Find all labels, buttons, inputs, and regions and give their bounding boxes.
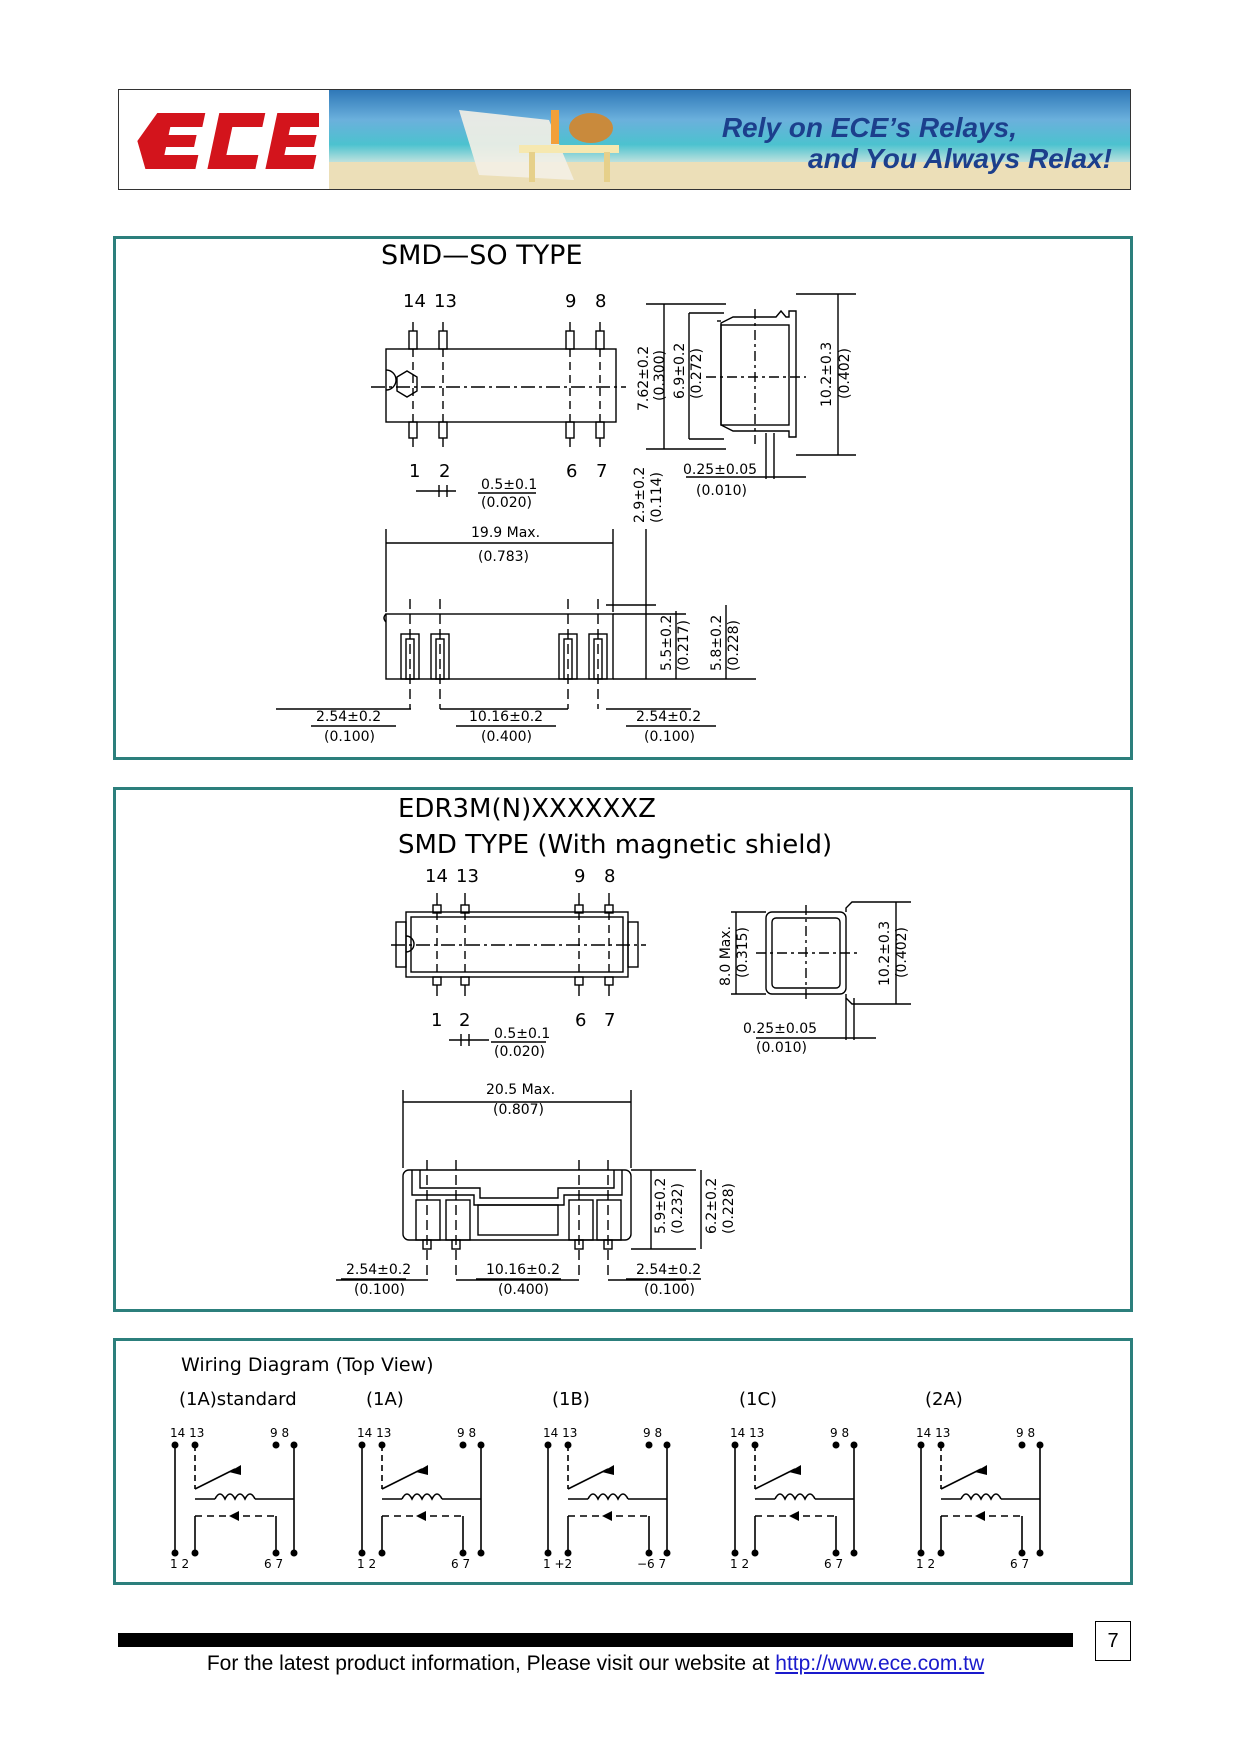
contact-arrow xyxy=(789,1465,801,1475)
direction-arrow xyxy=(229,1511,239,1521)
wiring-diagram-2 xyxy=(357,1389,485,1571)
footer-message: For the latest product information, Please visit our website at xyxy=(206,1652,770,1675)
pin-8: 8 xyxy=(595,291,607,312)
pins-top-right: 9 8 xyxy=(270,1426,290,1440)
pins-top-right: 9 8 xyxy=(830,1426,850,1440)
wiring-label: (1B) xyxy=(552,1389,590,1410)
pin-1: 1 xyxy=(409,461,421,482)
dim-pin-width: 0.5±0.1 xyxy=(481,477,538,493)
pins-bottom-right: 6 7 xyxy=(1010,1557,1030,1571)
pins-bottom-left: 1 2 xyxy=(916,1557,936,1571)
dim-762: 7.62±0.2 xyxy=(636,345,652,411)
dim-1016: 10.16±0.2 xyxy=(469,709,544,725)
panel2-title-line1: EDR3M(N)XXXXXXZ xyxy=(398,794,656,824)
wiring-diagram-1 xyxy=(170,1389,298,1571)
ece-logo xyxy=(119,90,329,189)
dim-102-in: (0.402) xyxy=(837,347,853,399)
coil-icon xyxy=(961,1494,1001,1499)
beach-scene-image xyxy=(329,90,1130,189)
pins-bottom-right: 6 7 xyxy=(264,1557,284,1571)
slogan-line-2: and You Always Relax! xyxy=(808,143,1112,174)
direction-arrow xyxy=(416,1511,426,1521)
dim-80-in: (0.315) xyxy=(735,926,751,978)
pin-6: 6 xyxy=(566,461,578,482)
dim-1016-in: (0.400) xyxy=(498,1282,550,1298)
dim-58: 5.8±0.2 xyxy=(709,614,725,671)
dim-80: 8.0 Max. xyxy=(718,925,734,986)
dim-length: 20.5 Max. xyxy=(486,1082,556,1098)
wiring-label: (1C) xyxy=(739,1389,778,1410)
direction-arrow xyxy=(602,1511,612,1521)
dim-length-in: (0.807) xyxy=(493,1102,545,1118)
smd-magnetic-shield-panel xyxy=(113,787,1133,1312)
pin-13: 13 xyxy=(456,866,479,887)
dim-29-in: (0.114) xyxy=(649,471,665,523)
dim-length-in: (0.783) xyxy=(478,549,530,565)
dim-762-in: (0.300) xyxy=(652,349,668,401)
direction-arrow xyxy=(975,1511,985,1521)
panel2-title-line2: SMD TYPE (With magnetic shield) xyxy=(398,830,833,860)
slogan xyxy=(722,112,1112,174)
footer-text xyxy=(118,1652,1073,1676)
coil-icon xyxy=(775,1494,815,1499)
contact-arrow xyxy=(975,1465,987,1475)
dim-1016-in: (0.400) xyxy=(481,729,533,745)
dim-254a-in: (0.100) xyxy=(324,729,376,745)
pin-dot xyxy=(273,1442,280,1449)
dim-025-in: (0.010) xyxy=(696,483,748,499)
dim-length: 19.9 Max. xyxy=(471,525,541,541)
dim-254a-in: (0.100) xyxy=(354,1282,406,1298)
pins-top-left: 14 13 xyxy=(916,1426,951,1440)
dim-69: 6.9±0.2 xyxy=(672,342,688,399)
coil-icon xyxy=(402,1494,442,1499)
wiring-label: (1A) xyxy=(366,1389,404,1410)
dim-62: 6.2±0.2 xyxy=(704,1177,720,1234)
dim-254b: 2.54±0.2 xyxy=(636,1262,702,1278)
pin-14: 14 xyxy=(403,291,426,312)
slogan-line-1: Rely on ECE’s Relays, xyxy=(721,112,1017,143)
pins-bottom-right: 6 7 xyxy=(824,1557,844,1571)
dim-55: 5.5±0.2 xyxy=(659,614,675,671)
dim-62-in: (0.228) xyxy=(721,1182,737,1234)
pin-dot xyxy=(460,1442,467,1449)
wiring-label: (2A) xyxy=(925,1389,963,1410)
pins-top-left: 14 13 xyxy=(170,1426,205,1440)
wiring-label: (1A)standard xyxy=(179,1389,297,1410)
dim-025: 0.25±0.05 xyxy=(683,462,758,478)
footer-rule xyxy=(118,1633,1073,1647)
wiring-diagram-5 xyxy=(916,1389,1044,1571)
dim-1016: 10.16±0.2 xyxy=(486,1262,561,1278)
pin-14: 14 xyxy=(425,866,448,887)
page-number: 7 xyxy=(1095,1621,1131,1661)
pin-2: 2 xyxy=(459,1010,471,1031)
dim-254b: 2.54±0.2 xyxy=(636,709,702,725)
website-link[interactable]: http://www.ece.com.tw xyxy=(775,1652,985,1675)
dim-254a: 2.54±0.2 xyxy=(316,709,382,725)
pin-7: 7 xyxy=(596,461,608,482)
pins-top-left: 14 13 xyxy=(543,1426,578,1440)
dim-29: 2.9±0.2 xyxy=(632,466,648,523)
header-banner xyxy=(118,89,1131,190)
dim-102: 10.2±0.3 xyxy=(819,341,835,407)
dim-102: 10.2±0.3 xyxy=(877,920,893,986)
pin-13: 13 xyxy=(434,291,457,312)
dim-69-in: (0.272) xyxy=(689,347,705,399)
dim-025-in: (0.010) xyxy=(756,1040,808,1056)
dim-pin-width-in: (0.020) xyxy=(494,1044,546,1060)
dim-pin-width: 0.5±0.1 xyxy=(494,1026,551,1042)
pins-top-right: 9 8 xyxy=(643,1426,663,1440)
pin-1: 1 xyxy=(431,1010,443,1031)
pins-bottom-left: 1 2 xyxy=(357,1557,377,1571)
dim-254a: 2.54±0.2 xyxy=(346,1262,412,1278)
pins-bottom-left: 1 2 xyxy=(730,1557,750,1571)
contact-arrow xyxy=(602,1465,614,1475)
direction-arrow xyxy=(789,1511,799,1521)
coil-icon xyxy=(588,1494,628,1499)
contact-arrow xyxy=(416,1465,428,1475)
smd-shield-drawing xyxy=(116,790,1130,1309)
dim-102-in: (0.402) xyxy=(894,926,910,978)
pin-9: 9 xyxy=(565,291,577,312)
wiring-diagram-drawing xyxy=(116,1341,1130,1582)
pins-top-right: 9 8 xyxy=(1016,1426,1036,1440)
dim-254b-in: (0.100) xyxy=(644,1282,696,1298)
pins-top-left: 14 13 xyxy=(730,1426,765,1440)
pin-dot xyxy=(646,1442,653,1449)
wiring-diagram-3 xyxy=(543,1389,671,1571)
dim-55-in: (0.217) xyxy=(676,619,692,671)
pins-bottom-left: 1 +2 xyxy=(543,1557,573,1571)
dim-254b-in: (0.100) xyxy=(644,729,696,745)
dim-pin-width-in: (0.020) xyxy=(481,495,533,511)
pins-top-left: 14 13 xyxy=(357,1426,392,1440)
smd-so-drawing xyxy=(116,239,1130,757)
pin-dot xyxy=(1019,1442,1026,1449)
pin-7: 7 xyxy=(604,1010,616,1031)
dim-59: 5.9±0.2 xyxy=(653,1177,669,1234)
dim-58-in: (0.228) xyxy=(726,619,742,671)
dim-59-in: (0.232) xyxy=(670,1182,686,1234)
pin-9: 9 xyxy=(574,866,586,887)
pins-bottom-left: 1 2 xyxy=(170,1557,190,1571)
wiring-diagram-panel xyxy=(113,1338,1133,1585)
pin-6: 6 xyxy=(575,1010,587,1031)
dim-025: 0.25±0.05 xyxy=(743,1021,818,1037)
pins-top-right: 9 8 xyxy=(457,1426,477,1440)
pins-bottom-right: −6 7 xyxy=(637,1557,667,1571)
coil-icon xyxy=(215,1494,255,1499)
contact-arrow xyxy=(229,1465,241,1475)
pin-dot xyxy=(833,1442,840,1449)
ece-logo-mark xyxy=(129,105,319,175)
pins-bottom-right: 6 7 xyxy=(451,1557,471,1571)
wiring-diagram-4 xyxy=(730,1389,858,1571)
pin-2: 2 xyxy=(439,461,451,482)
pin-8: 8 xyxy=(604,866,616,887)
wiring-title: Wiring Diagram (Top View) xyxy=(181,1354,434,1376)
panel1-title: SMD—SO TYPE xyxy=(381,240,583,271)
smd-so-type-panel xyxy=(113,236,1133,760)
